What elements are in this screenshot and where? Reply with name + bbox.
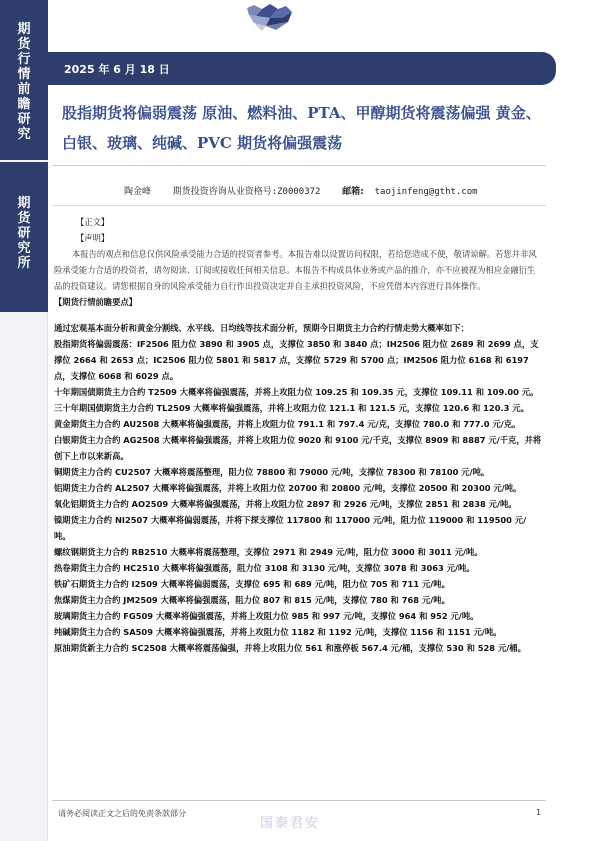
forecast-paragraph: 十年期国债期货主力合约 T2509 大概率将偏强震荡，并将上攻阻力位 109.25 和 109.35 元，支撑位 109.11 和 109.00 元。 [54, 387, 539, 397]
sidebar-report-type-label [0, 22, 48, 142]
report-body [54, 214, 542, 656]
company-logo [222, 4, 312, 34]
sidebar-label-char: 期 [17, 196, 31, 211]
forecast-paragraph: 原油期货新主力合约 SC2508 大概率将震荡偏强，并将上攻阻力位 561 和涨停板 567.4 元/桶，支撑位 530 和 528 元/桶。 [54, 643, 526, 653]
forecast-paragraph: 白银期货主力合约 AG2508 大概率将偏强震荡，并将上攻阻力位 9020 和 9100 元/千克，支撑位 8909 和 8887 元/千克，并将创下上市以来新高。 [54, 435, 542, 461]
forecast-paragraph: 黄金期货主力合约 AU2508 大概率将偏强震荡，并将上攻阻力位 791.1 和 797.4 元/克，支撑位 780.0 和 777.0 元/克。 [54, 419, 521, 429]
sidebar-label-char: 所 [17, 256, 31, 271]
spacer [54, 310, 542, 320]
sidebar-label-char: 究 [17, 127, 31, 142]
sidebar-label-char: 前 [17, 82, 31, 97]
author-line [124, 184, 478, 197]
title-divider [52, 165, 546, 166]
author-name: 陶金峰 [124, 187, 152, 197]
disclaimer-paragraph: 本报告的观点和信息仅供风险承受能力合适的投资者参考。本报告难以设置访问权限，若给您造成不便，敬请谅解。若您并非风险承受能力合适的投资者，请勿阅读、订阅或接收任何相关信息。本报告不构成具体业务或产品的推介，亦不应被视为相应金融衍生品的投资建议。请您根据自身的风险承受能力自行作出投资决定并自主承担投资风险，不应凭借本内容进行具体操作。 [54, 249, 537, 291]
footer-divider [52, 800, 546, 801]
forecast-paragraph: 玻璃期货主力合约 FG509 大概率将偏强震荡，并将上攻阻力位 985 和 997 元/吨，支撑位 964 和 952 元/吨。 [54, 611, 479, 621]
forecast-paragraph: 股指期货将偏弱震荡：IF2506 阻力位 3890 和 3905 点，支撑位 3850 和 3840 点；IH2506 阻力位 2689 和 2699 点，支撑位 2664 和 2653 点；IC2506 阻力位 5801 和 5817 点，支撑位 5729 和 5700 点；IM2506 阻力位 6168 和 6197 点，支撑位 6068 和 6029 点。 [54, 339, 539, 381]
author-email[interactable]: taojinfeng@gtht.com [374, 187, 478, 197]
sidebar-label-char: 究 [17, 241, 31, 256]
sidebar-label-char: 行 [17, 52, 31, 67]
author-divider [52, 205, 546, 206]
section-declare-heading: 【声明】 [76, 233, 110, 243]
section-points-heading: 【期货行情前瞻要点】 [54, 297, 137, 307]
sidebar-label-char: 货 [17, 37, 31, 52]
sidebar-label-char: 货 [17, 211, 31, 226]
sidebar-label-char: 期 [17, 22, 31, 37]
forecast-paragraph: 铝期货主力合约 AL2507 大概率将偏强震荡，并将上攻阻力位 20700 和 20800 元/吨，支撑位 20500 和 20300 元/吨。 [54, 483, 522, 493]
forecast-paragraph: 螺纹钢期货主力合约 RB2510 大概率将震荡整理，支撑位 2971 和 2949 元/吨，阻力位 3000 和 3011 元/吨。 [54, 547, 483, 557]
forecast-paragraph: 焦煤期货主力合约 JM2509 大概率将偏强震荡，阻力位 807 和 815 元/吨，支撑位 780 和 768 元/吨。 [54, 595, 450, 605]
page-number: 1 [536, 808, 542, 817]
section-main-heading: 【正文】 [76, 217, 110, 227]
forecast-paragraph: 热卷期货主力合约 HC2510 大概率将偏强震荡，阻力位 3108 和 3130 元/吨，支撑位 3078 和 3063 元/吨。 [54, 563, 475, 573]
sidebar-department-label [0, 196, 48, 271]
forecast-paragraph: 铜期货主力合约 CU2507 大概率将震荡整理，阻力位 78800 和 79000 元/吨，支撑位 78300 和 78100 元/吨。 [54, 467, 490, 477]
footer-watermark: 国泰君安 [260, 816, 321, 831]
sidebar-label-char: 瞻 [17, 97, 31, 112]
forecast-paragraph: 镍期货主力合约 NI2507 大概率将偏弱震荡，并将下探支撑位 117800 和 117000 元/吨，阻力位 119000 和 119500 元/吨。 [54, 515, 527, 541]
intro-paragraph: 通过宏观基本面分析和黄金分割线、水平线、日均线等技术面分析，预期今日期货主力合约行情走势大概率如下： [54, 323, 469, 333]
author-qualification: 期货投资咨询从业资格号:Z0000372 [172, 187, 321, 197]
footer-notice: 请务必阅读正文之后的免责条款部分 [58, 809, 186, 818]
forecast-paragraph: 氧化铝期货主力合约 AO2509 大概率将偏强震荡，并将上攻阻力位 2897 和 2926 元/吨，支撑位 2851 和 2838 元/吨。 [54, 499, 517, 509]
forecast-paragraph: 纯碱期货主力合约 SA509 大概率将偏强震荡，并将上攻阻力位 1182 和 1192 元/吨，支撑位 1156 和 1151 元/吨。 [54, 627, 502, 637]
sidebar-label-char: 研 [17, 226, 31, 241]
forecast-paragraph: 铁矿石期货主力合约 I2509 大概率将偏弱震荡，支撑位 695 和 689 元/吨，阻力位 705 和 711 元/吨。 [54, 579, 450, 589]
forecast-paragraph: 三十年期国债期货主力合约 TL2509 大概率将偏强震荡，并将上攻阻力位 121.1 和 121.5 元，支撑位 120.6 和 120.3 元。 [54, 403, 529, 413]
email-label: 邮箱: [342, 187, 364, 197]
report-date: 2025 年 6 月 18 日 [64, 63, 170, 76]
sidebar-label-char: 研 [17, 112, 31, 127]
sidebar-label-char: 情 [17, 67, 31, 82]
report-title: 股指期货将偏弱震荡 原油、燃料油、PTA、甲醇期货将震荡偏强 黄金、白银、玻璃、纯碱、PVC 期货将偏强震荡 [62, 104, 541, 152]
